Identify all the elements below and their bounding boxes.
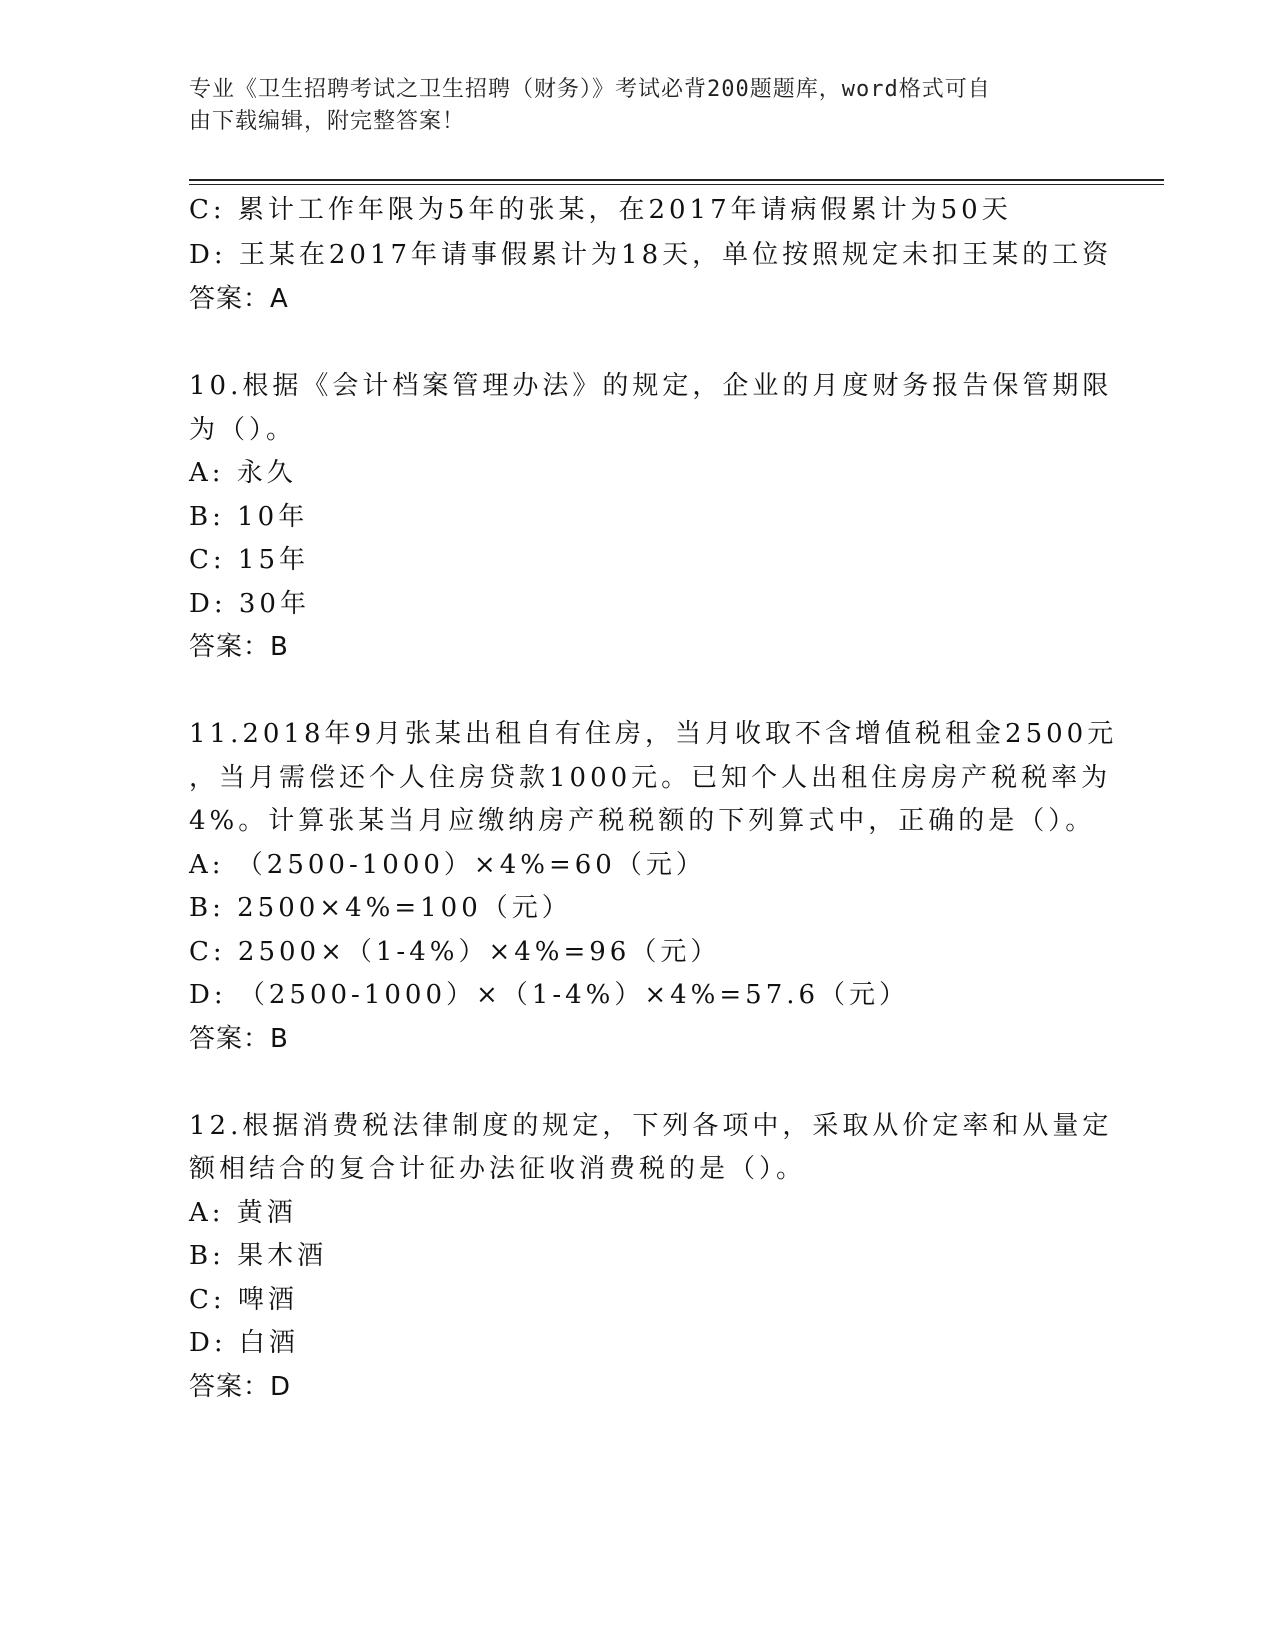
q12-option-b: B: 果木酒 bbox=[189, 1241, 328, 1271]
q11-option-a: A: （2500-1000）×4%=60（元） bbox=[189, 850, 706, 880]
q9-option-d: D: 王某在2017年请事假累计为18天，单位按照规定未扣王某的工资 bbox=[189, 240, 1113, 270]
q10-answer: 答案：B bbox=[189, 632, 289, 662]
q12-stem-line-2: 额相结合的复合计征办法征收消费税的是（）。 bbox=[189, 1154, 807, 1184]
q12-option-c: C: 啤酒 bbox=[189, 1285, 298, 1315]
header-divider-thick bbox=[189, 179, 1164, 181]
q11-stem-line-2: ，当月需偿还个人住房贷款1000元。已知个人出租住房房产税税率为 bbox=[189, 763, 1112, 793]
header-title-line-2: 由下载编辑，附完整答案！ bbox=[189, 109, 466, 134]
q10-option-b: B: 10年 bbox=[189, 502, 309, 532]
q10-option-a: A: 永久 bbox=[189, 458, 297, 488]
q11-option-d: D: （2500-1000）×（1-4%）×4%=57.6（元） bbox=[189, 980, 910, 1010]
q10-option-c: C: 15年 bbox=[189, 545, 310, 575]
q11-stem-line-1: 11.2018年9月张某出租自有住房，当月收取不含增值税租金2500元 bbox=[189, 719, 1118, 749]
q12-option-a: A: 黄酒 bbox=[189, 1198, 297, 1228]
q9-option-c: C: 累计工作年限为5年的张某，在2017年请病假累计为50天 bbox=[189, 195, 1012, 225]
q12-answer: 答案：D bbox=[189, 1372, 292, 1402]
q10-stem-line-2: 为（）。 bbox=[189, 415, 297, 445]
q11-stem-line-3: 4%。计算张某当月应缴纳房产税税额的下列算式中，正确的是（）。 bbox=[189, 806, 1096, 836]
q12-stem-line-1: 12.根据消费税法律制度的规定，下列各项中，采取从价定率和从量定 bbox=[189, 1111, 1113, 1141]
document-header bbox=[189, 74, 1089, 138]
header-divider-thin bbox=[189, 184, 1164, 185]
q11-option-b: B: 2500×4%=100（元） bbox=[189, 893, 572, 923]
q12-option-d: D: 白酒 bbox=[189, 1328, 299, 1358]
q9-answer: 答案：A bbox=[189, 284, 289, 314]
q10-option-d: D: 30年 bbox=[189, 589, 310, 619]
header-title-line-1: 专业《卫生招聘考试之卫生招聘（财务）》考试必背200题题库，word格式可自 bbox=[189, 77, 991, 102]
q11-answer: 答案：B bbox=[189, 1024, 289, 1054]
q10-stem-line-1: 10.根据《会计档案管理办法》的规定，企业的月度财务报告保管期限 bbox=[189, 371, 1113, 401]
q11-option-c: C: 2500×（1-4%）×4%=96（元） bbox=[189, 937, 721, 967]
